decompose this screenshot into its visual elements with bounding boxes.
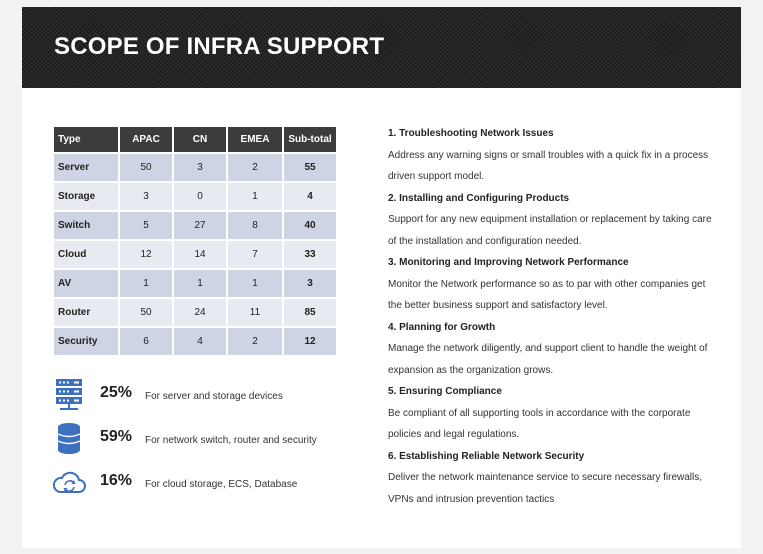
table-cell: 7 [228, 241, 282, 268]
table-cell: 40 [284, 212, 336, 239]
table-cell: Server [54, 154, 118, 181]
table-row [54, 299, 336, 326]
table-cell: 3 [284, 270, 336, 297]
table-cell: 6 [120, 328, 172, 355]
cloud-icon [52, 466, 86, 500]
table-cell: Security [54, 328, 118, 355]
scope-item-body: Manage the network diligently, and support client to handle the weight of expansion as the organization grows. [388, 343, 708, 376]
table-cell: 0 [174, 183, 226, 210]
table-cell: 5 [120, 212, 172, 239]
table-cell: 2 [228, 328, 282, 355]
table-cell: 2 [228, 154, 282, 181]
scope-item-heading: 4. Planning for Growth [388, 321, 496, 333]
scope-item-body: Support for any new equipment installation or replacement by taking care of the installation and configuration needed. [388, 214, 712, 247]
table-row [54, 183, 336, 210]
support-scope-list [388, 123, 718, 510]
table-cell: 3 [120, 183, 172, 210]
scope-item-heading: 3. Monitoring and Improving Network Performance [388, 257, 629, 268]
table-cell: 24 [174, 299, 226, 326]
table-row [54, 270, 336, 297]
column-header: APAC [120, 127, 172, 152]
table-header-row [54, 127, 336, 152]
stat-percent: 16% [100, 472, 133, 489]
stat-label: For network switch, router and security [145, 435, 317, 446]
page-title: SCOPE OF INFRA SUPPORT [54, 33, 385, 60]
table-cell: 12 [284, 328, 336, 355]
title-banner [22, 7, 741, 88]
server-icon [52, 378, 86, 412]
column-header: Sub-total [284, 127, 336, 152]
scope-item-heading: 1. Troubleshooting Network Issues [388, 128, 554, 139]
slide [22, 7, 741, 548]
table-cell: 8 [228, 212, 282, 239]
scope-item [388, 123, 718, 188]
column-header: EMEA [228, 127, 282, 152]
scope-item [388, 446, 718, 511]
table-cell: 3 [174, 154, 226, 181]
table-cell: 55 [284, 154, 336, 181]
table-cell: Storage [54, 183, 118, 210]
table-cell: 1 [174, 270, 226, 297]
table-cell: 12 [120, 241, 172, 268]
scope-item [388, 381, 718, 446]
table-cell: 50 [120, 154, 172, 181]
table-row [54, 328, 336, 355]
scope-item [388, 188, 718, 253]
table-cell: 1 [228, 270, 282, 297]
database-icon [52, 422, 86, 456]
scope-item-heading: 6. Establishing Reliable Network Security [388, 450, 585, 462]
scope-item-heading: 5. Ensuring Compliance [388, 386, 502, 397]
scope-item [388, 252, 718, 317]
table-cell: 1 [120, 270, 172, 297]
table-cell: 1 [228, 183, 282, 210]
scope-item-body: Address any warning signs or small troubles with a quick fix in a process driven support model. [388, 149, 709, 182]
table-row [54, 212, 336, 239]
table-row [54, 241, 336, 268]
table-cell: 4 [284, 183, 336, 210]
table-cell: Switch [54, 212, 118, 239]
column-header: CN [174, 127, 226, 152]
table-row [54, 154, 336, 181]
column-header: Type [54, 127, 118, 152]
scope-item-body: Deliver the network maintenance service to secure necessary firewalls, VPNs and intrusion prevention tactics [388, 472, 703, 505]
table-cell: 27 [174, 212, 226, 239]
table-cell: 4 [174, 328, 226, 355]
stat-label: For cloud storage, ECS, Database [145, 479, 298, 490]
stat-percent: 25% [100, 384, 133, 401]
table-cell: Cloud [54, 241, 118, 268]
table-cell: Router [54, 299, 118, 326]
infra-table [52, 125, 338, 357]
table-cell: 33 [284, 241, 336, 268]
table-cell: AV [54, 270, 118, 297]
scope-item [388, 317, 718, 382]
scope-item-body: Monitor the Network performance so as to par with other companies get the better business support and satisfactory level. [388, 278, 706, 311]
table-cell: 85 [284, 299, 336, 326]
table-cell: 50 [120, 299, 172, 326]
stat-label: For server and storage devices [145, 391, 283, 402]
stat-percent: 59% [100, 428, 133, 445]
table-cell: 14 [174, 241, 226, 268]
table-cell: 11 [228, 299, 282, 326]
scope-item-body: Be compliant of all supporting tools in accordance with the corporate policies and legal regulations. [388, 407, 691, 440]
scope-item-heading: 2. Installing and Configuring Products [388, 192, 570, 204]
